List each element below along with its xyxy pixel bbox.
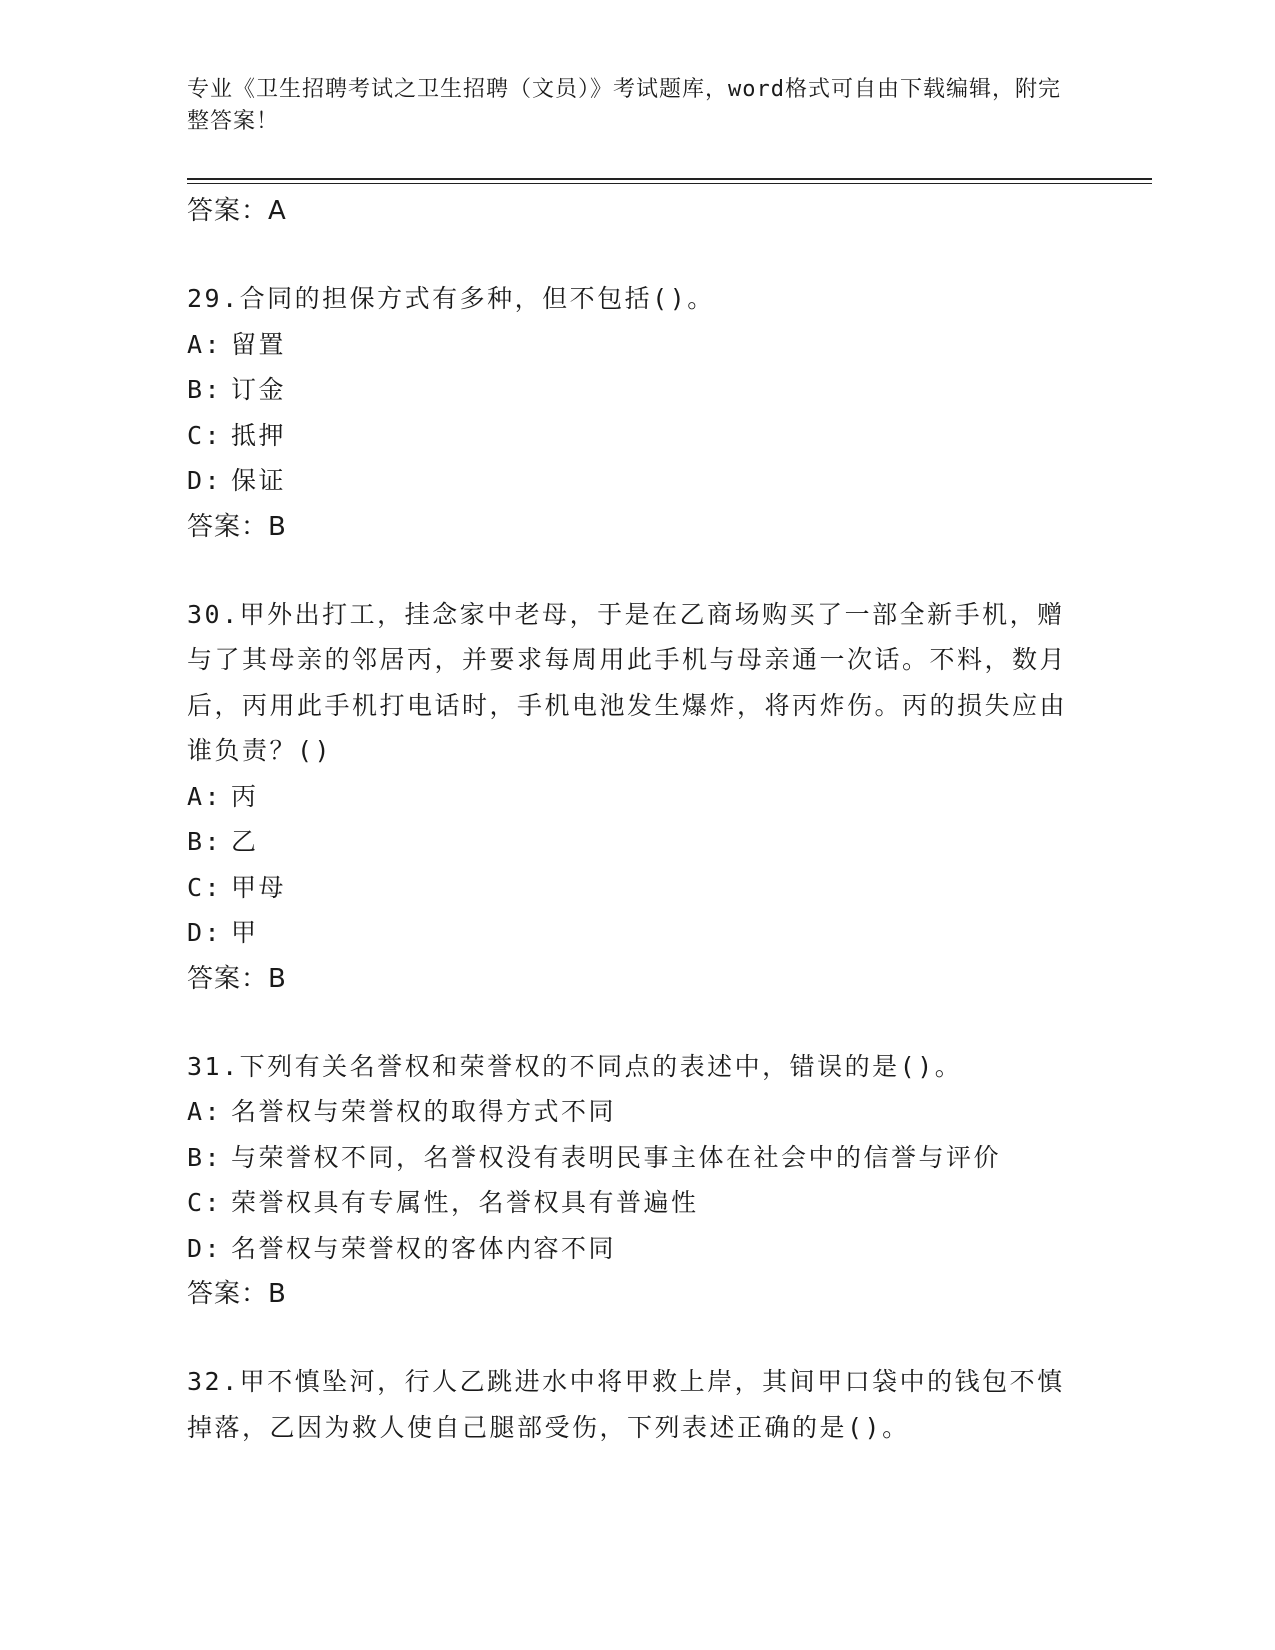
answer-line	[187, 504, 1087, 550]
answer-line	[187, 1271, 1087, 1317]
question-block	[187, 1044, 1087, 1318]
question-stem: 31.下列有关名誉权和荣誉权的不同点的表述中，错误的是()。	[187, 1051, 963, 1081]
answer-label: 答案：	[187, 511, 269, 542]
option-text: 甲母	[231, 872, 287, 902]
question-block	[187, 1359, 1087, 1450]
header-divider-thin	[187, 183, 1152, 184]
option-letter: A:	[187, 329, 223, 359]
option-b	[187, 1135, 1087, 1181]
option-text: 荣誉权具有专属性，名誉权具有普遍性	[231, 1188, 699, 1217]
option-d	[187, 458, 1087, 504]
option-a	[187, 322, 1087, 368]
option-letter: C:	[187, 872, 223, 902]
option-d	[187, 910, 1087, 956]
answer-line	[187, 188, 1087, 234]
option-c	[187, 1180, 1087, 1226]
option-text: 留置	[231, 329, 287, 359]
answer-value: A	[268, 196, 287, 226]
option-a	[187, 1089, 1087, 1135]
option-text: 名誉权与荣誉权的取得方式不同	[231, 1097, 617, 1126]
option-letter: D:	[187, 466, 223, 495]
answer-label: 答案：	[187, 196, 269, 226]
question-stem: 30.甲外出打工，挂念家中老母，于是在乙商场购买了一部全新手机，赠与了其母亲的邻居丙，并要求每周用此手机与母亲通一次话。不料，数月后，丙用此手机打电话时，手机电池发生爆炸，将丙炸伤。丙的损失应由谁负责？()	[187, 599, 1068, 765]
option-letter: A:	[187, 1097, 223, 1126]
header-divider-thick	[187, 178, 1152, 180]
option-text: 与荣誉权不同，名誉权没有表明民事主体在社会中的信誉与评价	[231, 1142, 1002, 1172]
option-text: 乙	[231, 827, 259, 856]
question-block	[187, 276, 1087, 550]
answer-label: 答案：	[187, 1279, 269, 1309]
answer-value: B	[268, 963, 287, 994]
question-list	[187, 188, 1087, 1450]
option-letter: B:	[187, 827, 223, 856]
option-b	[187, 367, 1087, 413]
option-b	[187, 819, 1087, 865]
answer-value: B	[268, 511, 287, 542]
option-letter: C:	[187, 1188, 223, 1217]
option-letter: D:	[187, 1233, 223, 1263]
question-stem: 32.甲不慎坠河，行人乙跳进水中将甲救上岸，其间甲口袋中的钱包不慎掉落，乙因为救人使自己腿部受伤，下列表述正确的是()。	[187, 1367, 1065, 1442]
option-text: 丙	[231, 781, 259, 811]
option-text: 保证	[231, 466, 287, 495]
option-letter: A:	[187, 781, 223, 811]
option-c	[187, 865, 1087, 911]
question-block	[187, 592, 1087, 1002]
option-letter: B:	[187, 1142, 223, 1172]
option-text: 名誉权与荣誉权的客体内容不同	[231, 1233, 617, 1263]
option-a	[187, 774, 1087, 820]
option-letter: C:	[187, 420, 223, 450]
option-text: 甲	[231, 918, 259, 947]
question-stem: 29.合同的担保方式有多种，但不包括()。	[187, 284, 715, 313]
option-text: 抵押	[231, 420, 287, 450]
answer-label: 答案：	[187, 963, 269, 994]
option-letter: B:	[187, 375, 223, 404]
answer-value: B	[268, 1279, 287, 1309]
answer-line	[187, 956, 1087, 1002]
document-header: 专业《卫生招聘考试之卫生招聘（文员）》考试题库，word格式可自由下载编辑，附完整答案！	[187, 77, 1061, 134]
option-c	[187, 413, 1087, 459]
option-letter: D:	[187, 918, 223, 947]
option-d	[187, 1226, 1087, 1272]
option-text: 订金	[231, 375, 287, 404]
